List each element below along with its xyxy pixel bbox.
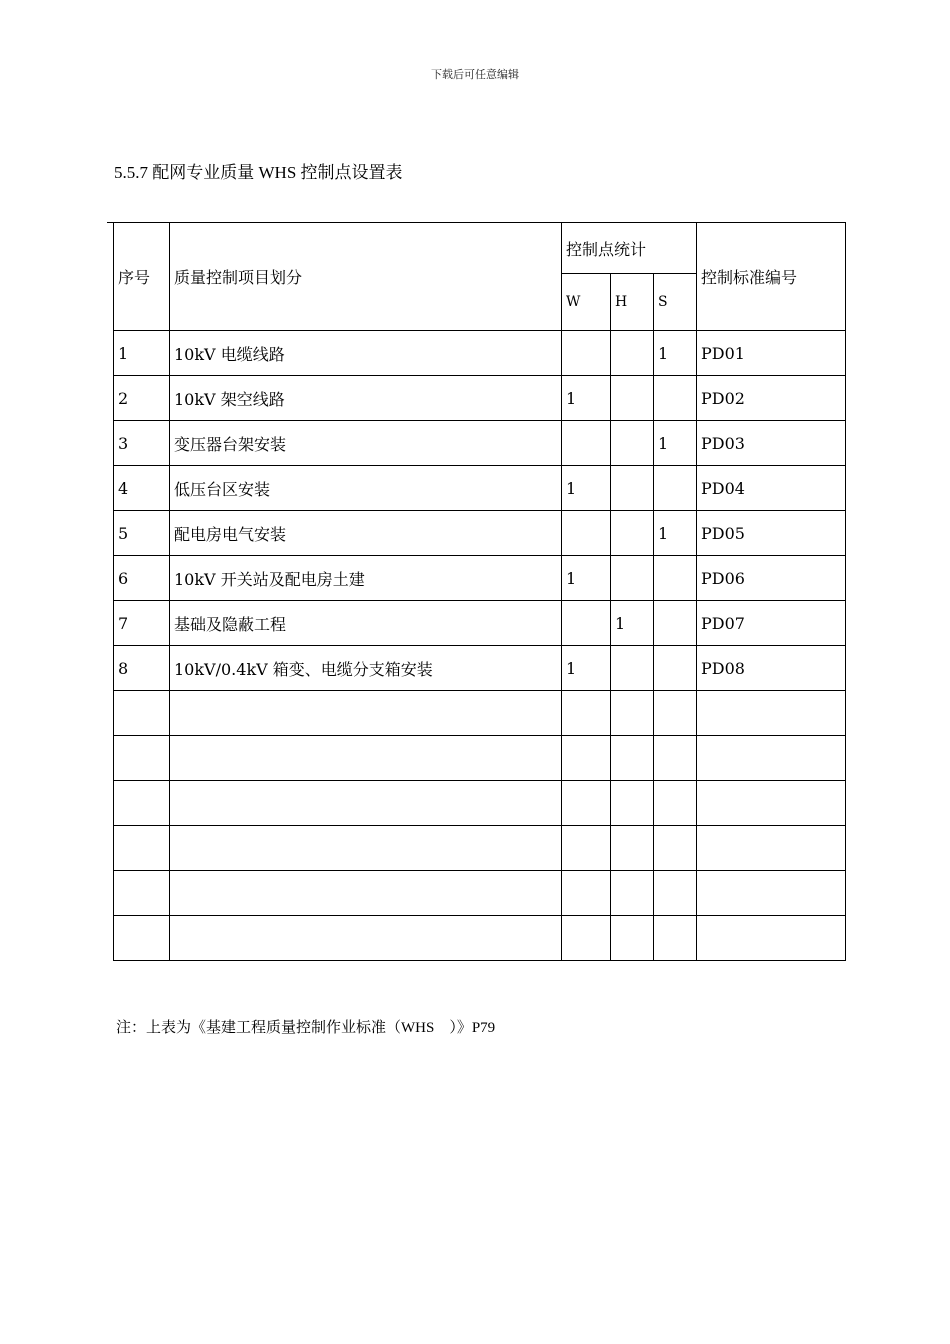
header-item: 质量控制项目划分 bbox=[170, 223, 562, 331]
cell-standard-no bbox=[697, 691, 846, 736]
cell-standard-no: PD01 bbox=[697, 331, 846, 376]
cell-h bbox=[611, 376, 654, 421]
table-row bbox=[114, 421, 846, 466]
cell-item: 10kV/0.4kV 箱变、电缆分支箱安装 bbox=[170, 646, 562, 691]
cell-w bbox=[562, 781, 611, 826]
cell-item bbox=[170, 916, 562, 961]
cell-w bbox=[562, 421, 611, 466]
cell-h bbox=[611, 736, 654, 781]
cell-standard-no: PD07 bbox=[697, 601, 846, 646]
cell-seq: 2 bbox=[114, 376, 170, 421]
cell-standard-no bbox=[697, 826, 846, 871]
cell-seq: 8 bbox=[114, 646, 170, 691]
table-row bbox=[114, 646, 846, 691]
whs-control-table bbox=[113, 222, 846, 961]
cell-item: 10kV 电缆线路 bbox=[170, 331, 562, 376]
cell-standard-no: PD08 bbox=[697, 646, 846, 691]
cell-s bbox=[654, 601, 697, 646]
header-h: H bbox=[611, 274, 654, 331]
header-seq: 序号 bbox=[114, 223, 170, 331]
table-row bbox=[114, 376, 846, 421]
header-row-1 bbox=[114, 223, 846, 274]
cell-s bbox=[654, 871, 697, 916]
table-row bbox=[114, 916, 846, 961]
cell-w bbox=[562, 736, 611, 781]
cell-w: 1 bbox=[562, 646, 611, 691]
cell-w: 1 bbox=[562, 466, 611, 511]
cell-h bbox=[611, 556, 654, 601]
cell-standard-no: PD05 bbox=[697, 511, 846, 556]
cell-standard-no: PD06 bbox=[697, 556, 846, 601]
table-row bbox=[114, 601, 846, 646]
cell-w: 1 bbox=[562, 376, 611, 421]
table-row bbox=[114, 466, 846, 511]
section-title: 5.5.7 配网专业质量 WHS 控制点设置表 bbox=[114, 163, 403, 182]
cell-h bbox=[611, 511, 654, 556]
table-body bbox=[114, 331, 846, 961]
cell-item bbox=[170, 826, 562, 871]
table-row bbox=[114, 826, 846, 871]
cell-seq: 6 bbox=[114, 556, 170, 601]
cell-h bbox=[611, 871, 654, 916]
cell-w bbox=[562, 331, 611, 376]
cell-h: 1 bbox=[611, 601, 654, 646]
cell-standard-no bbox=[697, 871, 846, 916]
cell-seq bbox=[114, 691, 170, 736]
cell-item: 配电房电气安装 bbox=[170, 511, 562, 556]
cell-s: 1 bbox=[654, 511, 697, 556]
cell-s bbox=[654, 691, 697, 736]
cell-item: 10kV 架空线路 bbox=[170, 376, 562, 421]
cell-seq bbox=[114, 826, 170, 871]
cell-w: 1 bbox=[562, 556, 611, 601]
cell-standard-no: PD03 bbox=[697, 421, 846, 466]
table-row bbox=[114, 556, 846, 601]
cell-w bbox=[562, 916, 611, 961]
cell-h bbox=[611, 916, 654, 961]
cell-h bbox=[611, 781, 654, 826]
table-row bbox=[114, 871, 846, 916]
cell-w bbox=[562, 511, 611, 556]
cell-s bbox=[654, 646, 697, 691]
cell-seq: 3 bbox=[114, 421, 170, 466]
cell-seq: 4 bbox=[114, 466, 170, 511]
table-row bbox=[114, 691, 846, 736]
cell-standard-no bbox=[697, 781, 846, 826]
header-s: S bbox=[654, 274, 697, 331]
cell-standard-no: PD02 bbox=[697, 376, 846, 421]
cell-item bbox=[170, 871, 562, 916]
cell-h bbox=[611, 691, 654, 736]
cell-seq bbox=[114, 736, 170, 781]
cell-item: 基础及隐蔽工程 bbox=[170, 601, 562, 646]
table-row bbox=[114, 511, 846, 556]
cell-w bbox=[562, 871, 611, 916]
cell-s: 1 bbox=[654, 331, 697, 376]
cell-item: 10kV 开关站及配电房土建 bbox=[170, 556, 562, 601]
cell-seq bbox=[114, 781, 170, 826]
cell-s bbox=[654, 916, 697, 961]
cell-s: 1 bbox=[654, 421, 697, 466]
cell-standard-no bbox=[697, 916, 846, 961]
cell-s bbox=[654, 781, 697, 826]
header-standard-no: 控制标准编号 bbox=[697, 223, 846, 331]
cell-h bbox=[611, 646, 654, 691]
cell-seq: 1 bbox=[114, 331, 170, 376]
cell-s bbox=[654, 556, 697, 601]
cell-item bbox=[170, 781, 562, 826]
cell-seq: 7 bbox=[114, 601, 170, 646]
cell-seq bbox=[114, 916, 170, 961]
table-row bbox=[114, 781, 846, 826]
cell-standard-no: PD04 bbox=[697, 466, 846, 511]
cell-w bbox=[562, 826, 611, 871]
header-control-stats: 控制点统计 bbox=[562, 223, 697, 274]
cell-s bbox=[654, 466, 697, 511]
cell-s bbox=[654, 376, 697, 421]
cell-item bbox=[170, 691, 562, 736]
cell-h bbox=[611, 331, 654, 376]
header-note: 下载后可任意编辑 bbox=[431, 68, 519, 81]
cell-h bbox=[611, 826, 654, 871]
cell-w bbox=[562, 691, 611, 736]
cell-h bbox=[611, 466, 654, 511]
cell-seq bbox=[114, 871, 170, 916]
table-row bbox=[114, 331, 846, 376]
cell-seq: 5 bbox=[114, 511, 170, 556]
cell-s bbox=[654, 826, 697, 871]
cell-item bbox=[170, 736, 562, 781]
cell-s bbox=[654, 736, 697, 781]
cell-standard-no bbox=[697, 736, 846, 781]
cell-item: 变压器台架安装 bbox=[170, 421, 562, 466]
header-w: W bbox=[562, 274, 611, 331]
cell-item: 低压台区安装 bbox=[170, 466, 562, 511]
cell-h bbox=[611, 421, 654, 466]
table-row bbox=[114, 736, 846, 781]
cell-w bbox=[562, 601, 611, 646]
footnote: 注：上表为《基建工程质量控制作业标准（WHS ）》P79 bbox=[116, 1020, 496, 1036]
